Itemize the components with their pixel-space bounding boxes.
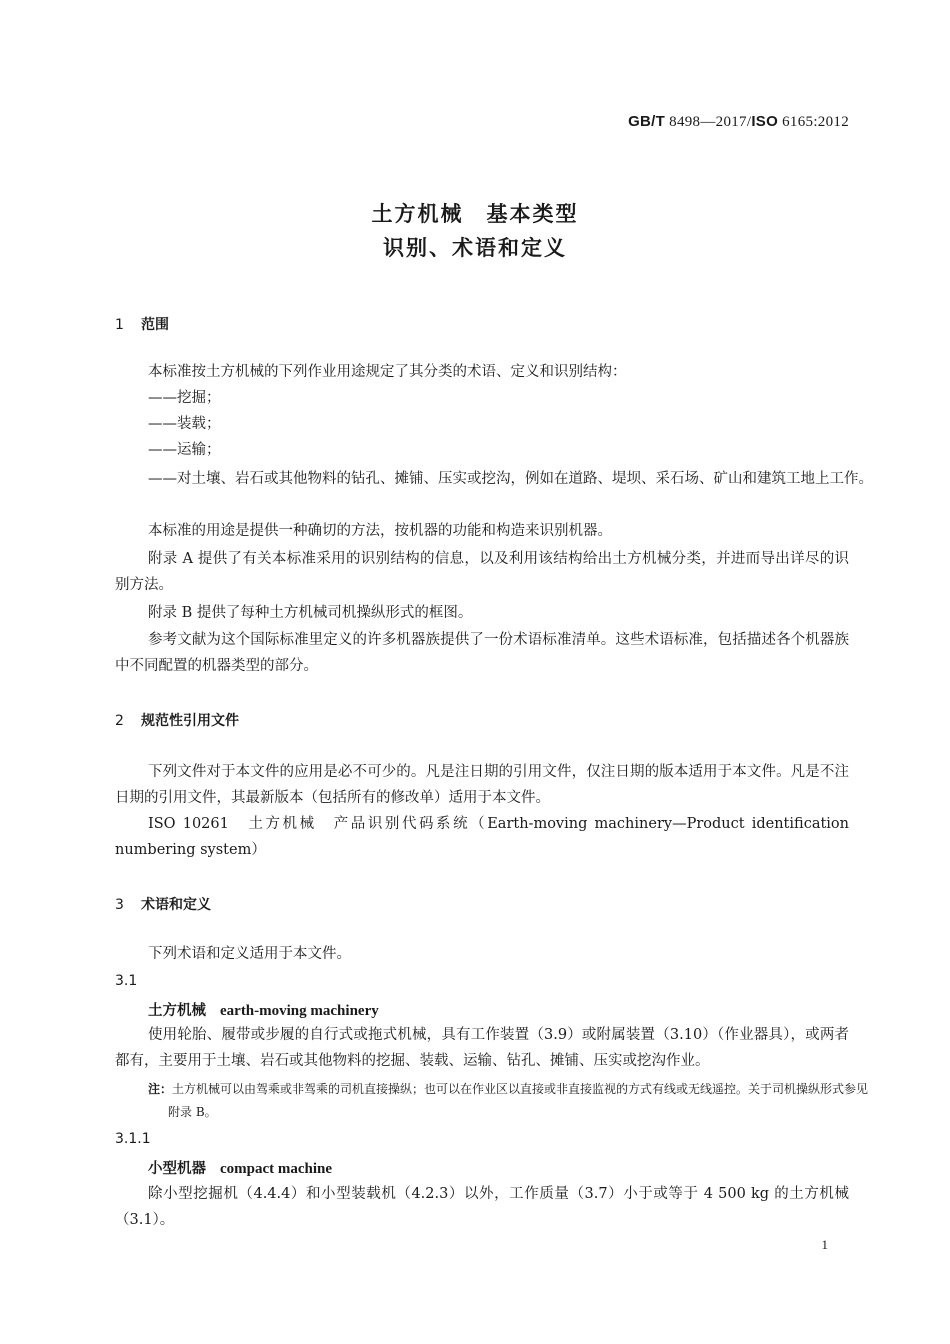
title-line-2: 识别、术语和定义: [383, 236, 567, 260]
term-number: 3.1: [115, 973, 138, 989]
term-note: 注：土方机械可以由驾乘或非驾乘的司机直接操纵；也可以在作业区以直接或非直接监视的方式有线或无线遥控。关于司机操纵形式参见附录 B。: [148, 1082, 869, 1119]
section-3-heading: 3 术语和定义: [115, 897, 211, 913]
section-1-paragraph: 附录 A 提供了有关本标准采用的识别结构的信息，以及利用该结构给出土方机械分类，并进而导出详尽的识别方法。: [115, 551, 849, 593]
section-1-paragraph: 参考文献为这个国际标准里定义的许多机器族提供了一份术语标准清单。这些术语标准，包括描述各个机器族中不同配置的机器类型的部分。: [115, 632, 849, 674]
section-1-intro: 本标准按土方机械的下列作业用途规定了其分类的术语、定义和识别结构：: [148, 364, 627, 380]
list-item: ——对土壤、岩石或其他物料的钻孔、摊铺、压实或挖沟，例如在道路、堤坝、采石场、矿山和建筑工地上工作。: [148, 471, 873, 487]
section-2-paragraph: 下列文件对于本文件的应用是必不可少的。凡是注日期的引用文件，仅注日期的版本适用于本文件。凡是不注日期的引用文件，其最新版本（包括所有的修改单）适用于本文件。: [115, 764, 849, 806]
list-item: ——运输；: [148, 442, 221, 458]
document-code: GB/T 8498—2017/ISO 6165:2012: [628, 113, 849, 130]
term-heading: 小型机器 compact machine: [148, 1161, 333, 1177]
term-definition: 除小型挖掘机（4.4.4）和小型装载机（4.2.3）以外，工作质量（3.7）小于或等于 4 500 kg 的土方机械（3.1）。: [115, 1186, 849, 1228]
term-definition: 使用轮胎、履带或步履的自行式或拖式机械，具有工作装置（3.9）或附属装置（3.10）（作业器具），或两者都有，主要用于土壤、岩石或其他物料的挖掘、装载、运输、钻孔、摊铺、压实或挖沟作业。: [115, 1027, 849, 1069]
section-3-intro: 下列术语和定义适用于本文件。: [148, 946, 351, 962]
section-1-paragraph: 本标准的用途是提供一种确切的方法，按机器的功能和构造来识别机器。: [148, 523, 612, 539]
section-2-heading: 2 规范性引用文件: [115, 713, 239, 729]
normative-reference: ISO 10261 土方机械 产品识别代码系统（Earth-moving machinery—Product identification numbering system）: [115, 816, 849, 858]
section-1-paragraph: 附录 B 提供了每种土方机械司机操纵形式的框图。: [148, 605, 473, 621]
term-heading: 土方机械 earth-moving machinery: [148, 1003, 379, 1019]
list-item: ——装载；: [148, 416, 221, 432]
term-number: 3.1.1: [115, 1131, 151, 1147]
list-item: ——挖掘；: [148, 390, 221, 406]
title-line-1: 土方机械 基本类型: [371, 202, 579, 226]
section-1-heading: 1 范围: [115, 317, 169, 333]
page-number: 1: [821, 1237, 828, 1252]
